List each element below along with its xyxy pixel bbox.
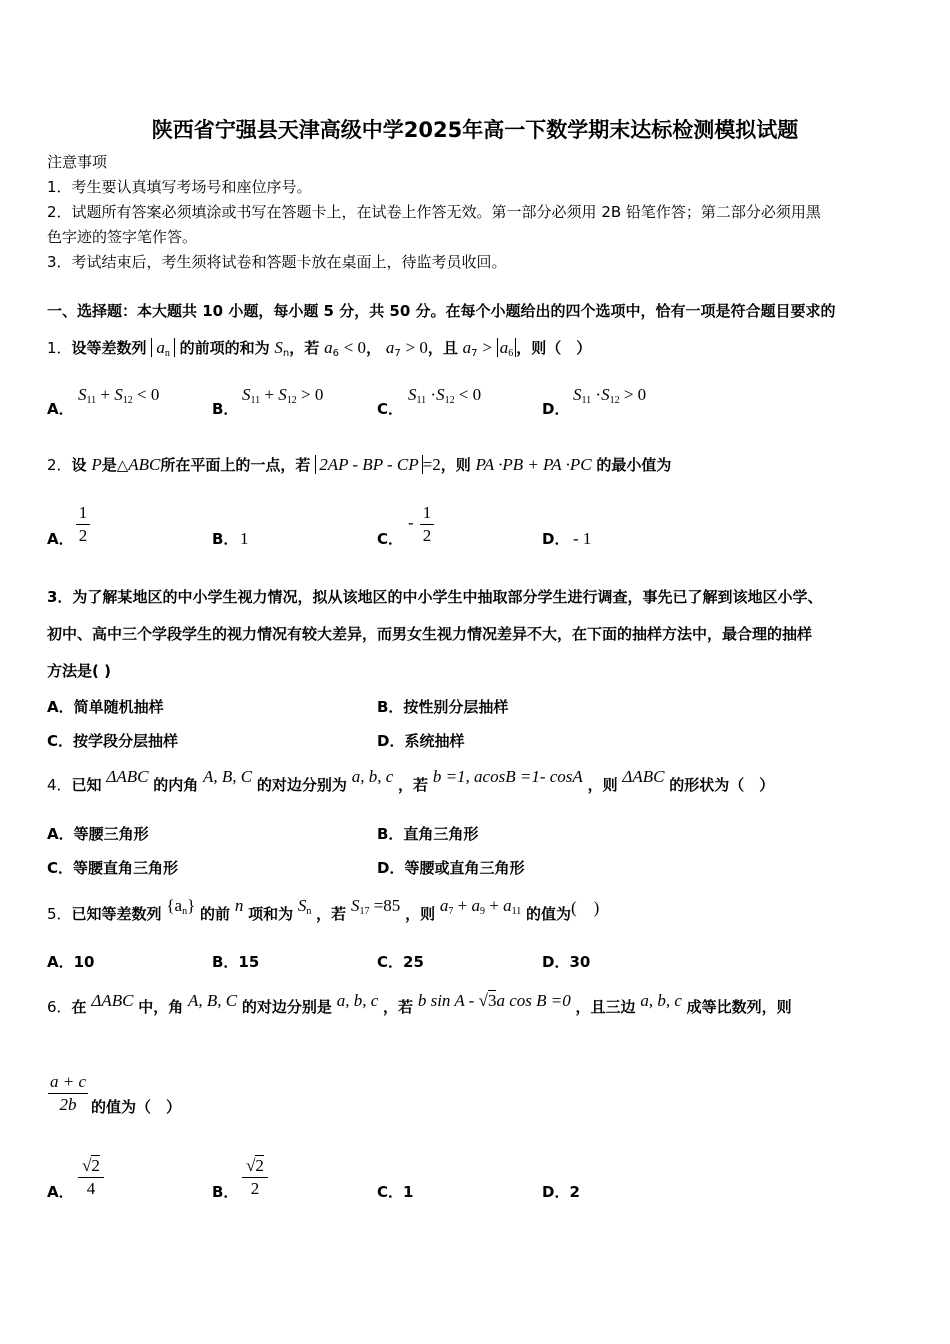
option-b[interactable]: B． <box>212 530 239 548</box>
option-b[interactable]: B． <box>212 400 239 418</box>
option-c[interactable]: C．25 <box>377 953 424 971</box>
option-a[interactable]: A．等腰三角形 <box>47 825 149 843</box>
option-c[interactable]: C． <box>377 400 404 418</box>
ratio-fraction: a + c 2b <box>49 1072 87 1114</box>
question-3: 3．为了解某地区的中小学生视力情况，拟从该地区的中小学生中抽取部分学生进行调查，事先已了解到该地区小学、 <box>47 588 823 606</box>
option-c[interactable]: C．1 <box>377 1183 414 1201</box>
option-d-value: - 1 <box>573 529 592 548</box>
option-b[interactable]: B．按性别分层抽样 <box>377 698 509 716</box>
question-4: 4．已知 ΔABC 的内角 A, B, C 的对边分别为 a, b, c ，若 b =1, acosB =1- cosA ，则 ΔABC 的形状为（ ） <box>47 767 775 794</box>
question-3-line: 方法是( ) <box>47 662 111 680</box>
option-b-value: 1 <box>240 529 249 548</box>
option-c[interactable]: C．按学段分层抽样 <box>47 732 179 750</box>
option-d[interactable]: D．系统抽样 <box>377 732 465 750</box>
option-a[interactable]: A．10 <box>47 953 95 971</box>
option-a[interactable]: A． <box>47 1183 74 1201</box>
option-d-formula: $S_{11} \cdot S_{12} > 0$ <box>573 385 647 406</box>
page-title: 陕西省宁强县天津高级中学2025年高一下数学期末达标检测模拟试题 <box>151 118 799 142</box>
notice-heading: 注意事项 <box>47 153 108 171</box>
question-6: 6．在 ΔABC 中，角 A, B, C 的对边分别是 a, b, c ，若 b sin A - √3a cos B =0 ，且三边 a, b, c 成等比数列，则 <box>47 991 792 1016</box>
section-heading: 一、选择题：本大题共 10 小题，每小题 5 分，共 50 分。在每个小题给出的四个选项中，恰有一项是符合题目要求的 <box>47 302 836 320</box>
option-d[interactable]: D． <box>542 400 570 418</box>
option-b[interactable]: B．直角三角形 <box>377 825 479 843</box>
question-2: 2．设 P是△ABC所在平面上的一点，若 2AP - BP - CP =2，则 PA ·PB + PA ·PC 的最小值为 <box>47 455 672 474</box>
option-b[interactable]: B． <box>212 1183 239 1201</box>
option-b[interactable]: B．15 <box>212 953 260 971</box>
option-a[interactable]: A．简单随机抽样 <box>47 698 164 716</box>
option-c[interactable]: C．等腰直角三角形 <box>47 859 179 877</box>
option-d[interactable]: D． <box>542 530 570 548</box>
notice-item: 色字迹的签字笔作答。 <box>47 228 198 246</box>
option-b-formula: $S_{11} + S_{12} > 0$ <box>242 385 324 406</box>
question-5: 5．已知等差数列 $\{a_n\}$ 的前 n 项和为 $S_n$ ，若 $S_{17} =85$ ，则 $a_7 + a_9 + a_{11}$ 的值为( ) <box>47 896 600 923</box>
notice-item: 3．考试结束后，考生须将试卷和答题卡放在桌面上，待监考员收回。 <box>47 253 507 271</box>
option-a[interactable]: A． <box>47 400 74 418</box>
question-1: 1．设等差数列 $a_n$ 的前项的和为 $S_n$，若 $a_6 < 0$， $a_7 > 0$，且 $a_7 > a_6$ ，则（ ） <box>47 338 592 359</box>
option-a-fraction: 1 2 <box>76 503 90 546</box>
option-d[interactable]: D．等腰或直角三角形 <box>377 859 525 877</box>
notice-item: 1．考生要认真填写考场号和座位序号。 <box>47 178 312 196</box>
notice-item: 2．试题所有答案必须填涂或书写在答题卡上，在试卷上作答无效。第一部分必须用 2B 铅笔作答；第二部分必须用黑 <box>47 203 821 221</box>
option-c-formula: $S_{11} \cdot S_{12} < 0$ <box>408 385 482 406</box>
option-c[interactable]: C． <box>377 530 404 548</box>
question-3-line: 初中、高中三个学段学生的视力情况有较大差异，而男女生视力情况差异不大，在下面的抽样方法中，最合理的抽样 <box>47 625 813 643</box>
option-d[interactable]: D．30 <box>542 953 591 971</box>
option-a[interactable]: A． <box>47 530 74 548</box>
option-a-fraction: √2 4 <box>78 1156 104 1199</box>
question-6-tail: 的值为（ ） <box>91 1098 182 1116</box>
option-d[interactable]: D．2 <box>542 1183 580 1201</box>
option-c-fraction: 1 2 <box>420 503 434 546</box>
option-b-fraction: √2 2 <box>242 1156 268 1199</box>
option-a-formula: $S_{11} + S_{12} < 0$ <box>78 385 160 406</box>
